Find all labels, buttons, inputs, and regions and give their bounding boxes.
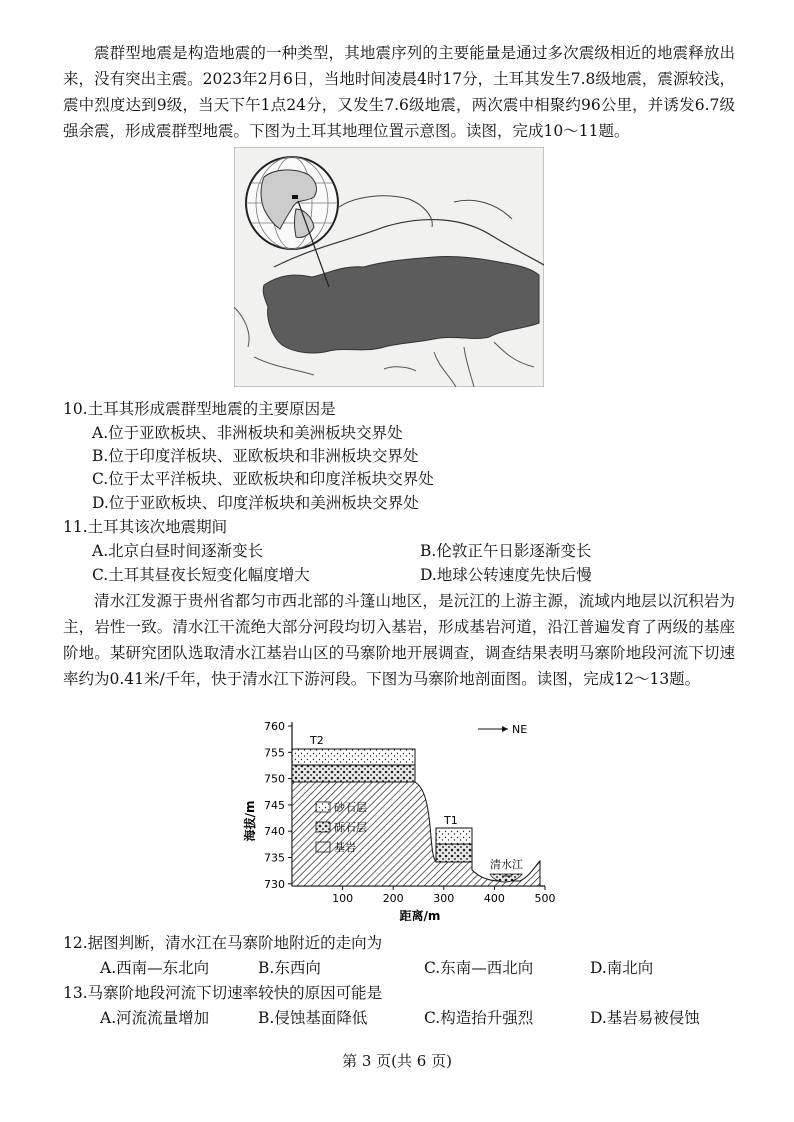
q13-option-b[interactable]: B.侵蚀基面降低 [258,1009,368,1027]
x-tick-label: 300 [433,892,455,905]
q11-option-b[interactable]: B.伦敦正午日影逐渐变长 [420,542,592,560]
q13-option-a[interactable]: A.河流流量增加 [100,1009,210,1027]
legend-sand: 砂石层 [334,801,367,814]
q12-option-c[interactable]: C.东南—西北向 [424,959,534,977]
legend-bedrock: 基岩 [334,841,356,854]
y-axis-ticks [264,720,292,891]
terrace-t2-label: T2 [310,734,324,747]
terrace-profile-diagram [240,716,560,926]
q11-option-c[interactable]: C.土耳其昼夜长短变化幅度增大 [92,566,310,584]
question-13-stem: 13.马寨阶地段河流下切速率较快的原因可能是 [63,984,383,1002]
y-axis-label: 海拔/m [243,800,257,842]
y-tick-label: 740 [264,825,285,839]
turkey-map-svg [234,147,544,387]
y-tick-label: 735 [264,851,285,865]
direction-arrow-ne: NE [512,723,528,736]
q12-option-d[interactable]: D.南北向 [590,959,654,977]
question-12-stem: 12.据图判断，清水江在马寨阶地附近的走向为 [63,934,383,952]
x-tick-label: 400 [483,892,505,905]
q13-option-c[interactable]: C.构造抬升强烈 [424,1009,534,1027]
legend-gravel: 砾石层 [334,821,367,834]
x-axis-label: 距离/m [399,909,441,923]
intro-paragraph-qingshui-river: 清水江发源于贵州省都匀市西北部的斗篷山地区，是沅江的上游主源，流域内地层以沉积岩为主，岩性一致。清水江干流绝大部分河段均切入基岩，形成基岩河道，沿江普遍发育了两级的基座阶地。某研究团队选取清水江基岩山区的马寨阶地开展调查，调查结果表明马寨阶地段河流下切速率约为0.41米/千年，快于清水江下游河段。下图为马寨阶地剖面图。读图，完成12～13题。 [63,592,735,688]
t2-sand-layer [292,749,415,765]
q11-option-d[interactable]: D.地球公转速度先快后慢 [420,566,592,584]
t1-gravel-layer [436,844,472,862]
y-tick-label: 750 [264,772,285,786]
x-tick-label: 500 [534,892,556,905]
x-axis-ticks [332,886,555,905]
y-tick-label: 760 [264,720,285,733]
y-tick-label: 730 [264,877,285,891]
question-11-stem: 11.土耳其该次地震期间 [63,518,228,536]
q12-option-a[interactable]: A.西南—东北向 [100,959,210,977]
turkey-location-map [234,147,544,387]
q10-option-b[interactable]: B.位于印度洋板块、亚欧板块和非洲板块交界处 [92,447,419,465]
question-10-stem: 10.土耳其形成震群型地震的主要原因是 [63,400,336,418]
page-footer: 第 3 页(共 6 页) [342,1052,452,1070]
t1-sand-layer [436,828,472,844]
terrace-profile-svg [240,716,560,926]
q10-option-c[interactable]: C.位于太平洋板块、亚欧板块和印度洋板块交界处 [92,470,434,488]
q10-option-d[interactable]: D.位于亚欧板块、印度洋板块和美洲板块交界处 [92,494,419,512]
x-tick-label: 200 [382,892,404,905]
t2-gravel-layer [292,765,415,782]
q12-option-b[interactable]: B.东西向 [258,959,321,977]
y-tick-label: 755 [264,746,285,760]
q13-option-d[interactable]: D.基岩易被侵蚀 [590,1009,700,1027]
river-label: 清水江 [490,858,523,871]
terrace-t1-label: T1 [444,814,458,827]
q11-option-a[interactable]: A.北京白昼时间逐渐变长 [92,542,264,560]
y-tick-label: 745 [264,798,285,812]
intro-paragraph-earthquake: 震群型地震是构造地震的一种类型，其地震序列的主要能量是通过多次震级相近的地震释放出来，没有突出主震。2023年2月6日，当地时间凌晨4时17分，土耳其发生7.8级地震，震源较浅，震中烈度达到9级，当天下午1点24分，又发生7.6级地震，两次震中相聚约96公里，并诱发6.7级强余震，形成震群型地震。下图为土耳其地理位置示意图。读图，完成10～11题。 [63,44,735,140]
q10-option-a[interactable]: A.位于亚欧板块、非洲板块和美洲板块交界处 [92,424,403,442]
x-tick-label: 100 [332,892,354,905]
